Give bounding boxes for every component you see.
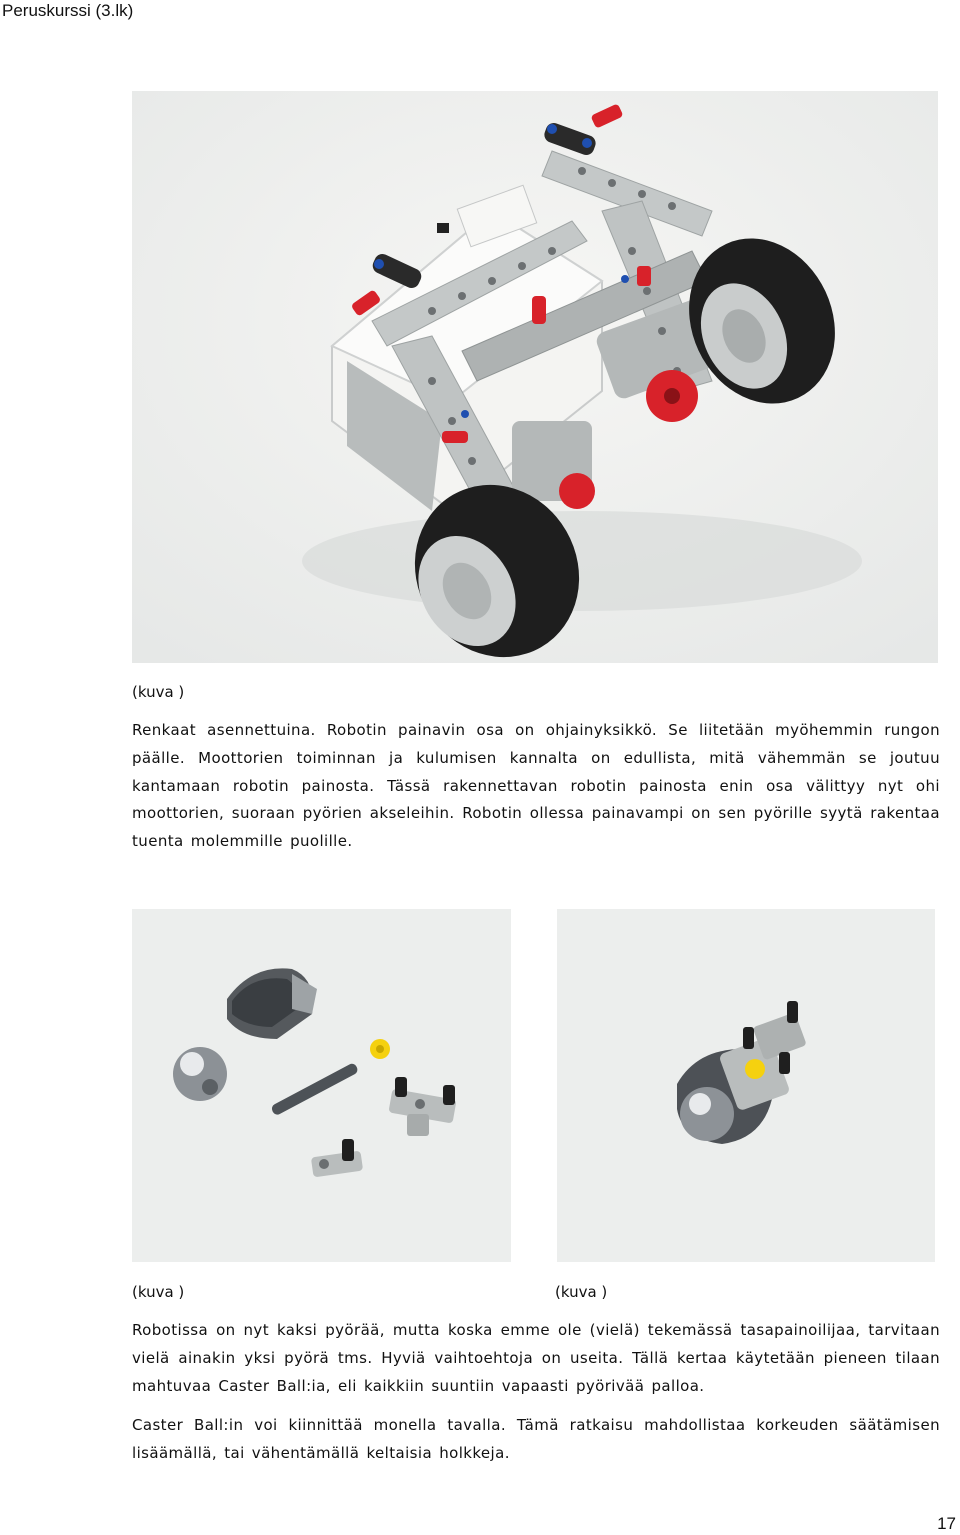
caster-ball-parts-photo xyxy=(132,909,511,1262)
paragraph-caster-mounting: Caster Ball:in voi kiinnittää monella tavalla. Tämä ratkaisu mahdollistaa korkeuden säätämisen lisäämällä, tai vähentämällä keltaisia holkkeja. xyxy=(132,1416,940,1462)
paragraph-caster-intro: Robotissa on nyt kaksi pyörää, mutta koska emme ole (vielä) tekemässä tasapainoilijaa, tarvitaan vielä ainakin yksi pyörä tms. Hyviä vaihtoehtoja on useita. Tällä kertaa käytetään pieneen tilaan mahtuvaa Caster Ball:ia, eli kaikkiin suuntiin vapaasti pyörivää palloa. xyxy=(132,1321,940,1395)
page-number: 17 xyxy=(937,1514,956,1533)
page-header: Peruskurssi (3.lk) xyxy=(2,1,134,20)
figure-caption-3: (kuva ) xyxy=(555,1283,608,1301)
paragraph-wheels: Renkaat asennettuina. Robotin painavin osa on ohjainyksikkö. Se liitetään myöhemmin rungon päälle. Moottorien toiminnan ja kulumisen kannalta on edullista, mitä vähemmän se joutuu kantamaan robotin painosta. Tässä rakennettavan robotin painosta enin osa välittyy nyt ohi moottorien, suoraan pyörien akseleihin. Robotin ollessa painavampi on sen pyörille syytä rakentaa tuenta molemmille puolille. xyxy=(132,721,940,850)
robot-wheels-photo xyxy=(132,91,938,663)
figure-caption-1: (kuva ) xyxy=(132,683,185,701)
caster-ball-assembled-photo xyxy=(557,909,935,1262)
figure-caption-2: (kuva ) xyxy=(132,1283,185,1301)
